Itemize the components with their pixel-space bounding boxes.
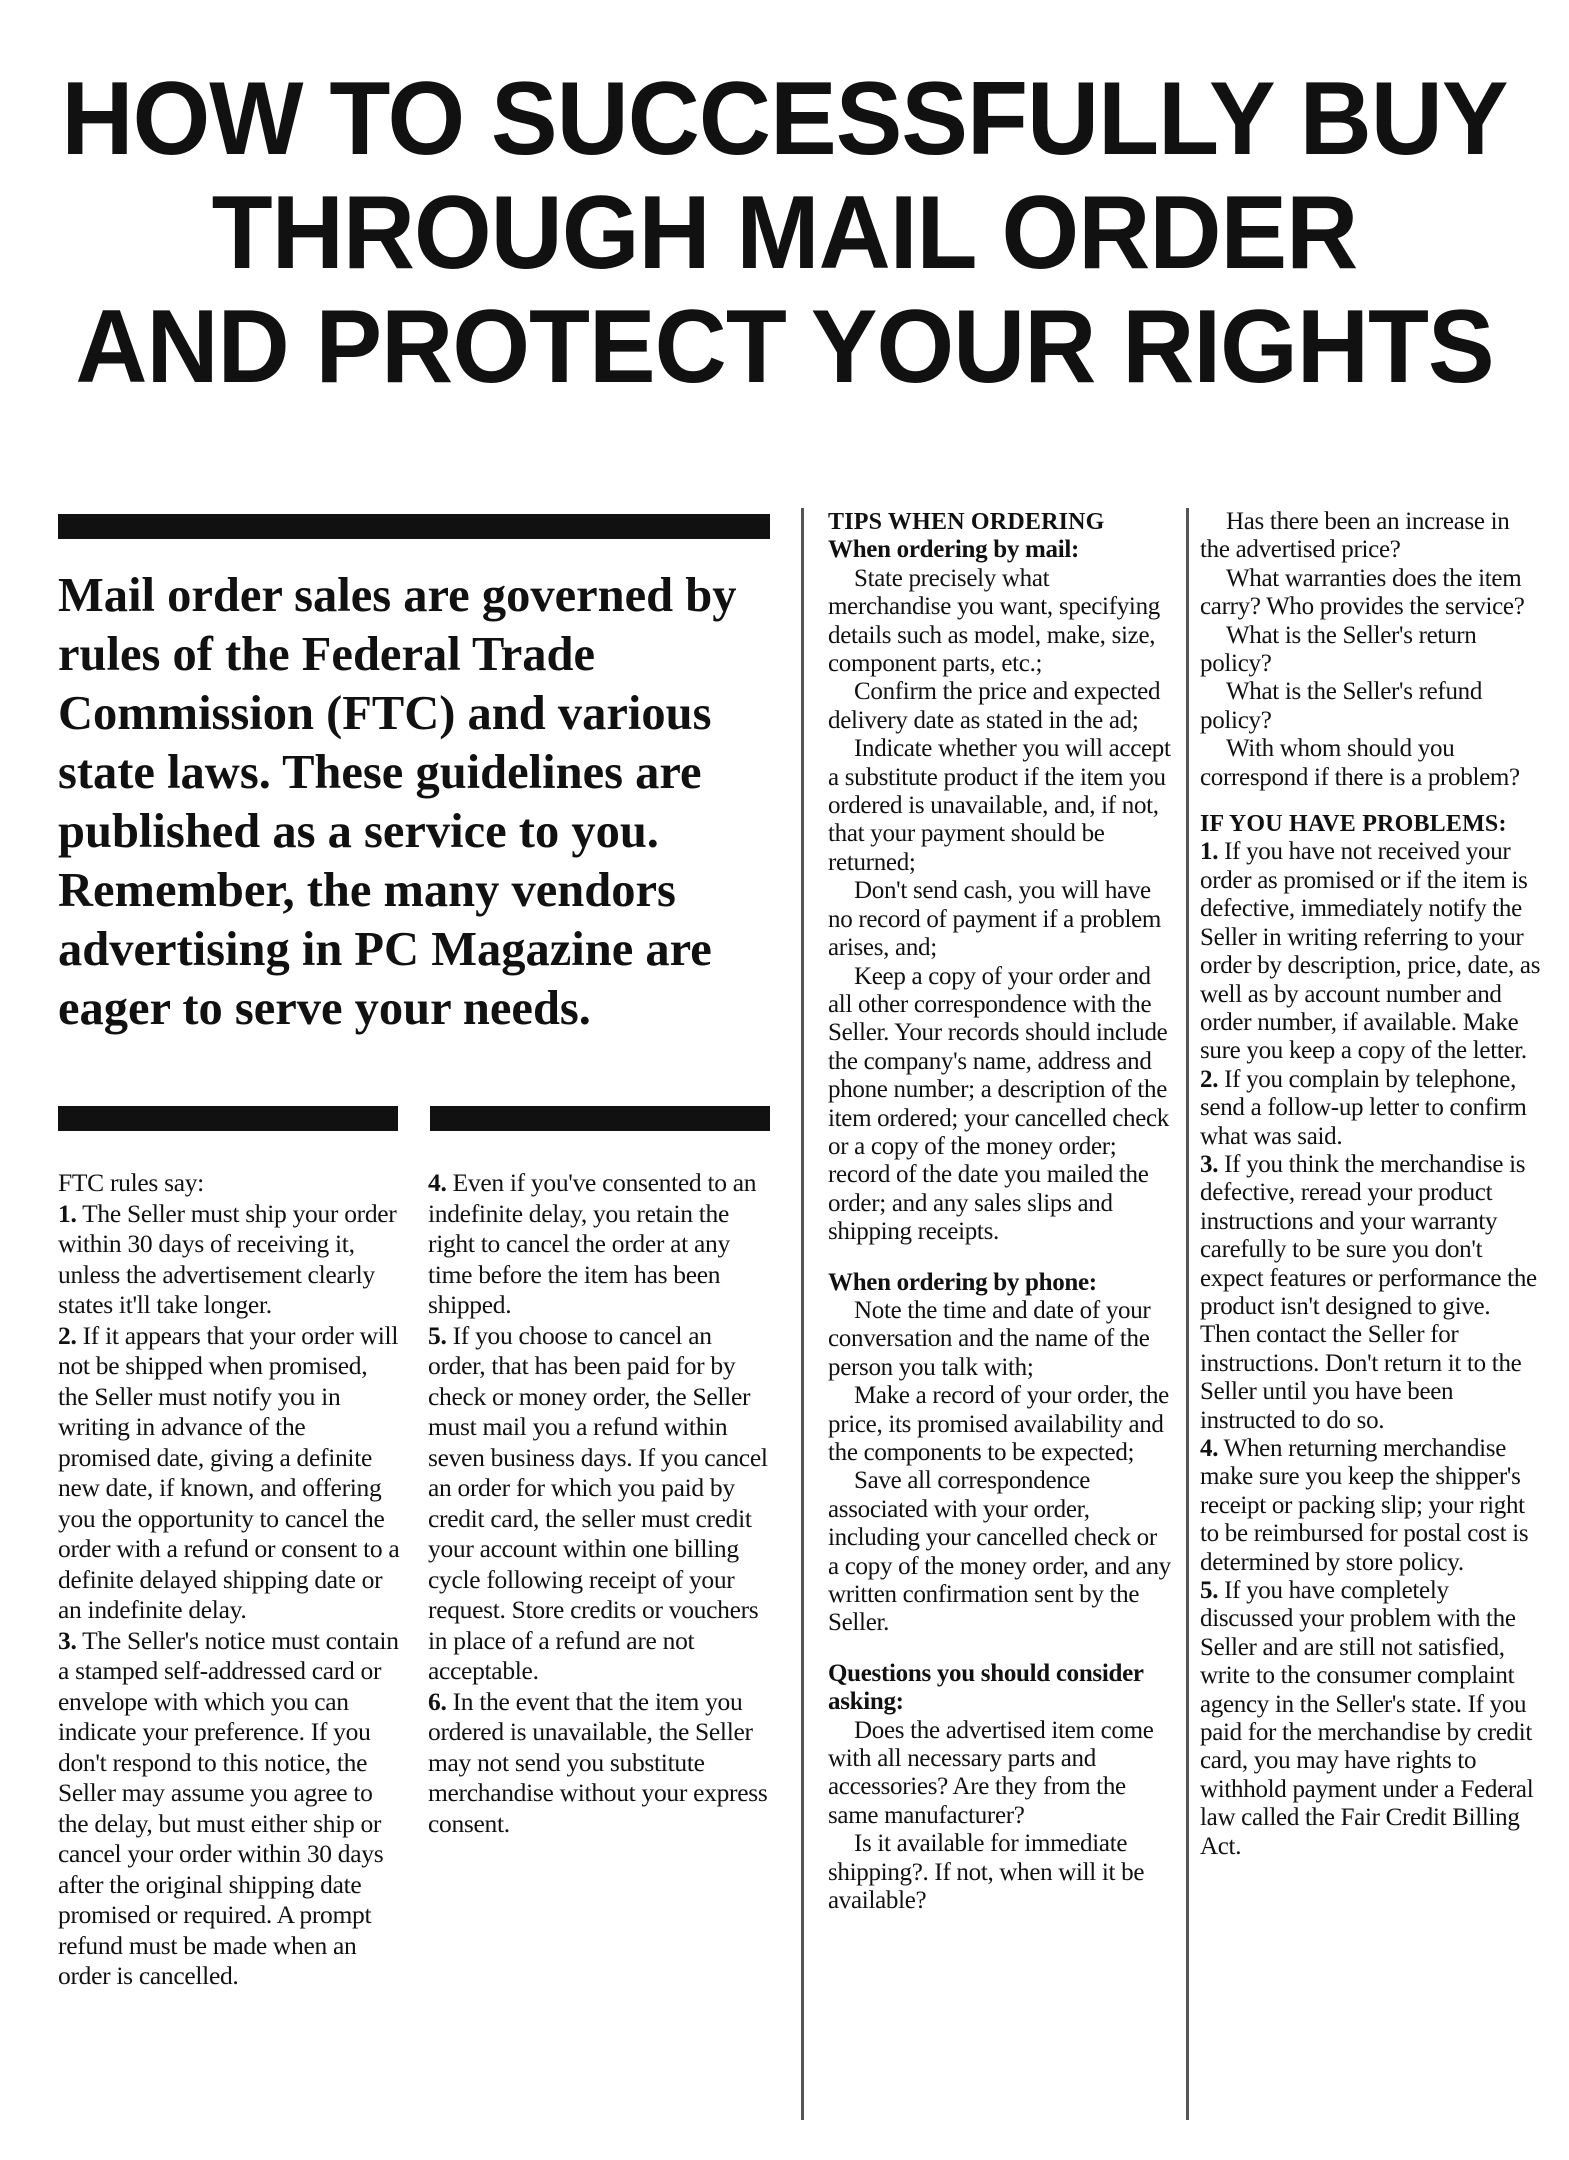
problem-step-5: 5. If you have completely discussed your problem with the Seller and are still not satisfied, write to the consumer complaint agency in the Seller's state. If you paid for the merchandise by credit card, you may have rights to withhold payment under a Federal law called the Fair Credit Billing Act.	[1200, 1577, 1534, 1860]
ftc-rule-4: 4. Even if you've consented to an indefinite delay, you retain the right to cancel the order at any time before the item has been shipped.	[428, 1168, 757, 1319]
question: What warranties does the item carry? Who provides the service?	[1200, 564, 1525, 621]
headline	[31, 62, 1537, 404]
ftc-rules-column-1	[58, 1168, 403, 1992]
questions-and-problems-column	[1200, 508, 1545, 1861]
col1-top-rule	[58, 1106, 398, 1131]
questions-heading: Questions you should consider asking:	[828, 1659, 1144, 1716]
phone-tip: Note the time and date of your conversation and the name of the person you talk with;	[828, 1296, 1151, 1381]
intro-top-rule	[58, 514, 770, 539]
ftc-rule-6: 6. In the event that the item you ordered is unavailable, the Seller may not send you substitute merchandise without your express consent.	[428, 1686, 768, 1838]
headline-line-3: AND PROTECT YOUR RIGHTS	[75, 289, 1494, 405]
phone-heading: When ordering by phone:	[828, 1268, 1097, 1296]
ftc-rule-1: 1. The Seller must ship your order within 30 days of receiving it, unless the advertisement clearly states it'll take longer.	[58, 1198, 397, 1319]
phone-tip: Make a record of your order, the price, its promised availability and the components to be expected;	[828, 1382, 1169, 1466]
ftc-rule-3: 3. The Seller's notice must contain a stamped self-addressed card or envelope with which you can indicate your preference. If you don't respond to this notice, the Seller may assume you agree to the delay, but must either ship or cancel your order within 30 days after the original shipping date promised or required. A prompt refund must be made when an order is cancelled.	[58, 1625, 399, 1990]
intro-text: Mail order sales are governed by rules of the Federal Trade Commission (FTC) and various state laws. These guidelines are published as a service to you. Remember, the many vendors advertising in PC Magazine are eager to serve your needs.	[58, 569, 737, 1035]
problem-step-1: 1. If you have not received your order as promised or if the item is defective, immediately notify the Seller in writing referring to your order by description, price, date, as well as by account number and order number, if available. Make sure you keep a copy of the letter.	[1200, 838, 1541, 1065]
headline-line-1: HOW TO SUCCESSFULLY BUY	[61, 61, 1508, 177]
problem-step-3: 3. If you think the merchandise is defective, reread your product instructions and your warranty carefully to be sure you don't expect features or performance the product isn't designed to give. Then contact the Seller for instructions. Don't return it to the Seller until you have been instructed to do so.	[1200, 1150, 1537, 1434]
mail-tip: Confirm the price and expected delivery date as stated in the ad;	[828, 678, 1161, 734]
question: Does the advertised item come with all necessary parts and accessories? Are they from the same manufacturer?	[828, 1716, 1154, 1829]
ftc-rules-column-2	[428, 1168, 773, 1839]
question: What is the Seller's refund policy?	[1200, 678, 1483, 734]
mail-tip: Don't send cash, you will have no record of payment if a problem arises, and;	[828, 877, 1162, 962]
headline-line-2: THROUGH MAIL ORDER	[211, 175, 1358, 291]
column-divider-right	[1186, 508, 1189, 2120]
mail-tip: State precisely what merchandise you want, specifying details such as model, make, size, component parts, etc.;	[828, 564, 1160, 678]
col2-top-rule	[430, 1106, 770, 1131]
problems-title: IF YOU HAVE PROBLEMS:	[1200, 811, 1507, 838]
question: What is the Seller's return policy?	[1200, 621, 1477, 678]
problem-step-2: 2. If you complain by telephone, send a follow-up letter to confirm what was said.	[1200, 1065, 1527, 1150]
mail-heading: When ordering by mail:	[828, 536, 1080, 564]
question: Is it available for immediate shipping?. If not, when will it be available?	[828, 1830, 1145, 1915]
phone-tip: Save all correspondence associated with your order, including your cancelled check or a copy of the money order, and any written confirmation sent by the Seller.	[828, 1467, 1171, 1637]
tips-title: TIPS WHEN ORDERING	[828, 509, 1105, 535]
mail-tip: Indicate whether you will accept a substitute product if the item you ordered is unavailable, and, if not, that your payment should be returned;	[828, 735, 1171, 876]
question: With whom should you correspond if there is a problem?	[1200, 735, 1520, 791]
ftc-rule-2: 2. If it appears that your order will not be shipped when promised, the Seller must notify you in writing in advance of the promised date, giving a definite new date, if known, and offering you the opportunity to cancel the order with a refund or consent to a definite delayed shipping date or an indefinite delay.	[58, 1320, 400, 1624]
tips-column	[828, 508, 1173, 1916]
ftc-rule-5: 5. If you choose to cancel an order, that has been paid for by check or money order, the Seller must mail you a refund within seven business days. If you cancel an order for which you paid by credit card, the seller must credit your account within one billing cycle following receipt of your request. Store credits or vouchers in place of a refund are not acceptable.	[428, 1320, 768, 1685]
question: Has there been an increase in the advertised price?	[1200, 508, 1510, 564]
column-divider-left	[801, 508, 804, 2120]
ftc-lead: FTC rules say:	[58, 1168, 204, 1197]
mail-tip: Keep a copy of your order and all other correspondence with the Seller. Your records should include the company's name, address and phone number; a description of the item ordered; your cancelled check or a copy of the money order; record of the date you mailed the order; and any sales slips and shipping receipts.	[828, 962, 1170, 1246]
problem-step-4: 4. When returning merchandise make sure you keep the shipper's receipt or packing slip; your right to be reimbursed for postal cost is determined by store policy.	[1200, 1435, 1529, 1576]
